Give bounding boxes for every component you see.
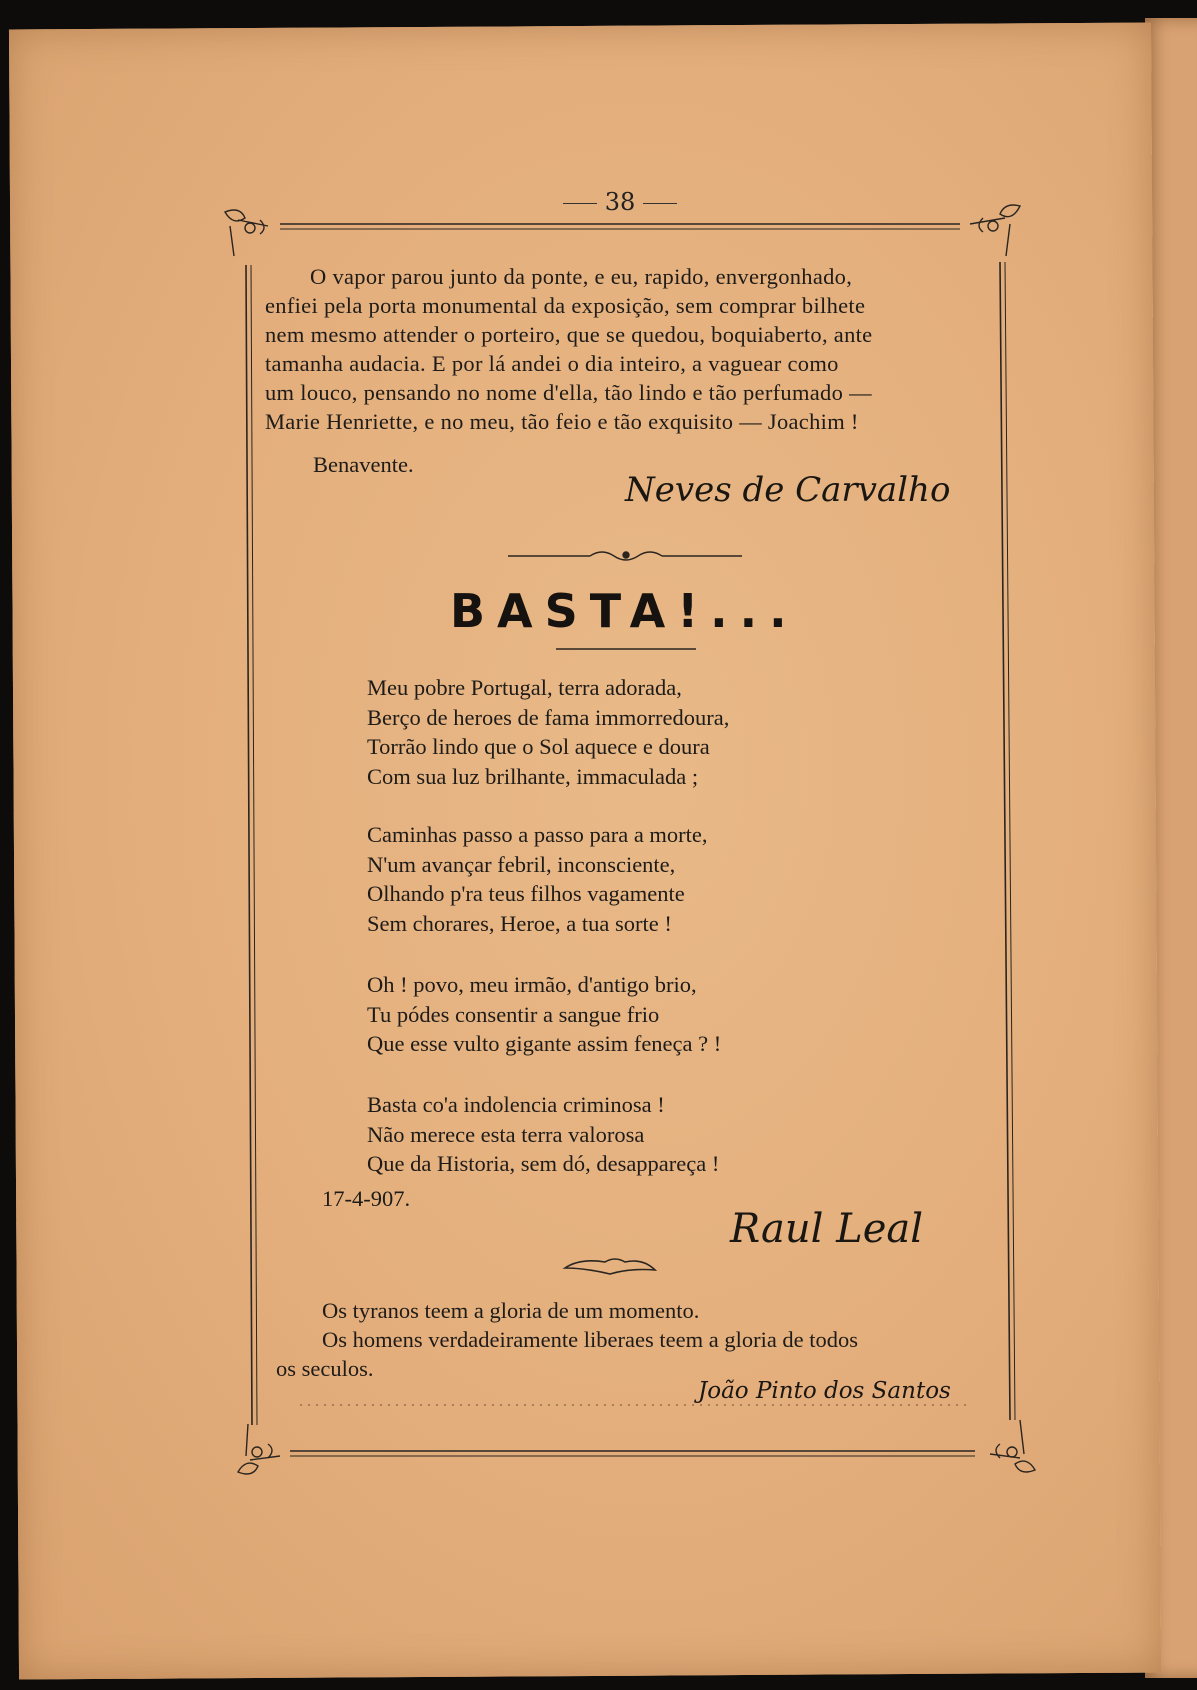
signature-neves-de-carvalho: Neves de Carvalho (625, 470, 951, 510)
poem-date: 17-4-907. (322, 1186, 411, 1211)
prose-line: um louco, pensando no nome d'ella, tão lindo e tão perfumado — (265, 380, 872, 405)
prose-line: O vapor parou junto da ponte, e eu, rapido, envergonhado, (310, 264, 853, 289)
separator-ornament-icon (508, 552, 742, 560)
poem-line: Que da Historia, sem dó, desappareça ! (367, 1151, 720, 1176)
poem-line: Olhando p'ra teus filhos vagamente (367, 881, 685, 906)
signature-joao-pinto-dos-santos: João Pinto dos Santos (698, 1378, 951, 1404)
poem-line: Tu pódes consentir a sangue frio (367, 1001, 660, 1027)
poem-stanza-4 (367, 1090, 719, 1179)
poem-stanza-2 (367, 820, 708, 938)
poem-line: Torrão lindo que o Sol aquece e doura (367, 734, 710, 759)
separator-ornament-icon (565, 1259, 655, 1274)
signature-raul-leal: Raul Leal (730, 1206, 924, 1252)
quote-line: Os homens verdadeiramente liberaes teem a gloria de todos (322, 1327, 859, 1352)
poem-line: N'um avançar febril, inconsciente, (367, 851, 676, 877)
corner-ornament-icon (238, 1424, 280, 1474)
poem-stanza-3 (367, 970, 721, 1059)
place-name: Benavente. (313, 452, 414, 477)
poem-title: BASTA!... (450, 584, 799, 638)
poem-line: Sem chorares, Heroe, a tua sorte ! (367, 910, 672, 936)
corner-ornament-icon (225, 210, 268, 256)
poem-line: Caminhas passo a passo para a morte, (367, 822, 708, 847)
prose-line: Marie Henriette, e no meu, tão feio e tão exquisito — Joachim ! (265, 409, 859, 434)
poem-line: Berço de heroes de fama immorredoura, (367, 704, 730, 730)
prose-line: nem mesmo attender o porteiro, que se quedou, boquiaberto, ante (265, 322, 873, 347)
page-number: 38 (550, 188, 690, 216)
poem-line: Com sua luz brilhante, immaculada ; (367, 763, 699, 789)
poem-stanza-1 (367, 673, 729, 791)
poem-line: Meu pobre Portugal, terra adorada, (367, 675, 682, 700)
corner-ornament-icon (970, 205, 1020, 256)
quote-line: os seculos. (276, 1356, 374, 1381)
poem-line: Não merece esta terra valorosa (367, 1121, 645, 1147)
corner-ornament-icon (990, 1420, 1035, 1472)
quote-line: Os tyranos teem a gloria de um momento. (322, 1298, 700, 1323)
poem-line: Que esse vulto gigante assim feneça ? ! (367, 1031, 722, 1056)
prose-paragraph (265, 264, 985, 464)
poem-line: Oh ! povo, meu irmão, d'antigo brio, (367, 972, 697, 997)
prose-line: tamanha audacia. E por lá andei o dia inteiro, a vaguear como (265, 351, 839, 376)
poem-line: Basta co'a indolencia criminosa ! (367, 1092, 665, 1117)
prose-line: enfiei pela porta monumental da exposição, sem comprar bilhete (265, 293, 866, 318)
